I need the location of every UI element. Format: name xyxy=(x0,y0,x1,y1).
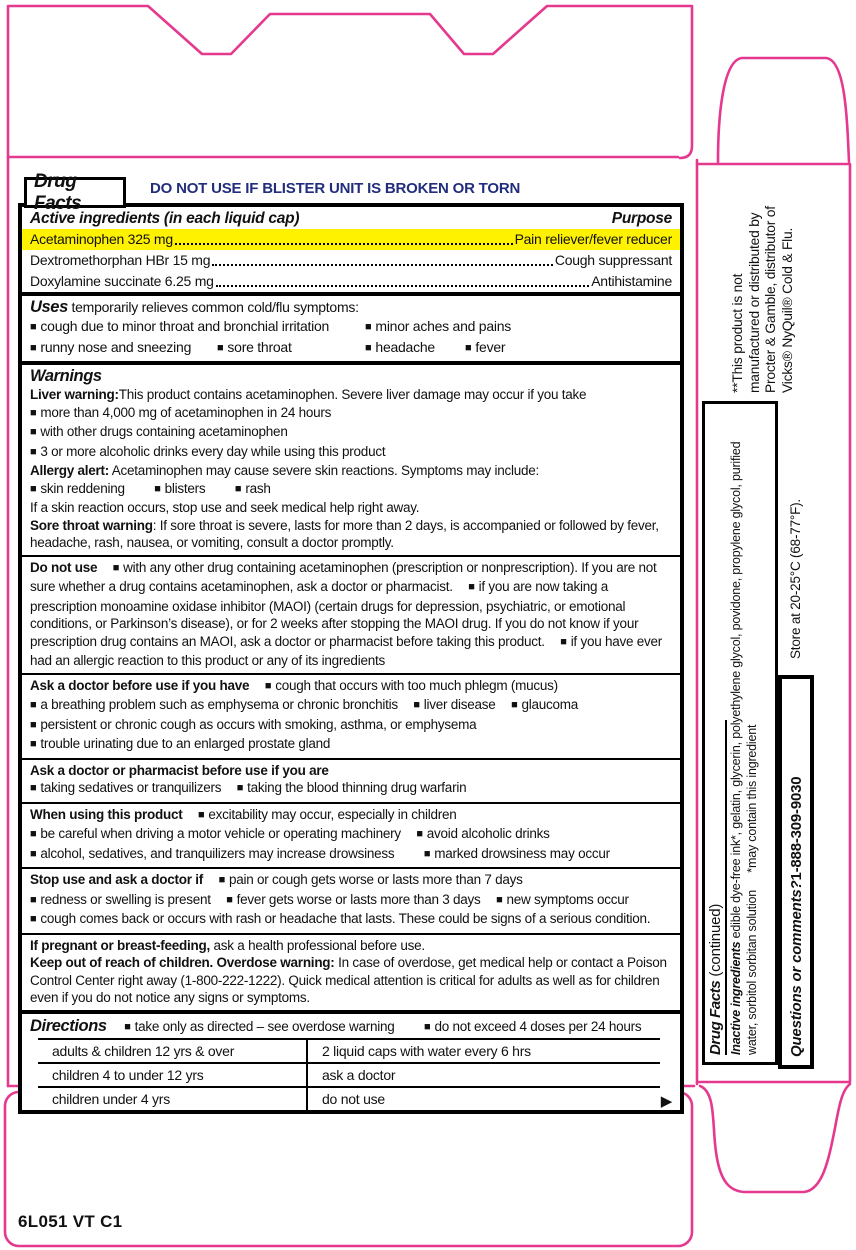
bullet-icon: ■ xyxy=(511,699,518,711)
bullet-icon: ■ xyxy=(30,738,37,750)
use-item: sore throat xyxy=(227,339,292,355)
dose-cell: do not use ▶ xyxy=(306,1088,660,1110)
bullet-icon: ■ xyxy=(496,893,503,906)
warnings-section xyxy=(22,365,680,1014)
ingredient-name: Dextromethorphan HBr 15 mg xyxy=(30,252,211,268)
directions-note: do not exceed 4 doses per 24 hours xyxy=(434,1018,642,1034)
drug-facts-label xyxy=(18,203,684,1114)
directions-note: take only as directed – see overdose warning xyxy=(134,1018,395,1034)
ingredient-purpose: Antihistamine xyxy=(591,273,672,289)
bullet-icon: ■ xyxy=(30,782,37,794)
ingredient-name: Doxylamine succinate 6.25 mg xyxy=(30,273,214,289)
pregnancy-overdose-sub: If pregnant or breast-feeding, ask a health professional before use. Keep out of reach of children. Overdose warning: In case of overdose, get medical help or contact a Poison Control Center right away (1-800-222-1222). Quick medical attention is critical for adults as well as for children even if you do not notice any signs or symptoms. xyxy=(30,937,667,1005)
active-ingredients-heading: Active ingredients (in each liquid cap) xyxy=(30,210,300,227)
drug-facts-title: Drug Facts xyxy=(34,170,82,214)
ingredient-row-doxylamine xyxy=(22,271,680,292)
bullet-icon: ■ xyxy=(30,847,37,860)
dose-cell: ask a doctor xyxy=(322,1066,396,1083)
drug-facts-continued-box xyxy=(702,401,778,1065)
storage-instructions: Store at 20-25°C (68-77°F). xyxy=(788,499,803,659)
uses-section xyxy=(22,296,680,365)
distributor-disclaimer: **This product is not manufactured or distributed by Procter & Gamble, distributor of Vicks® NyQuil® Cold & Flu. xyxy=(730,206,795,393)
questions-phone: 1-888-309-9030 xyxy=(787,776,805,881)
ask-pharmacist-sub: Ask a doctor or pharmacist before use if you are ■ taking sedatives or tranquilizers ■ taking the blood thinning drug warfarin xyxy=(22,760,680,804)
use-item: fever xyxy=(475,339,506,355)
ingredient-purpose: Pain reliever/fever reducer xyxy=(514,231,672,247)
bullet-icon: ■ xyxy=(30,482,37,495)
drug-facts-title-box xyxy=(24,170,126,214)
allergy-alert: Allergy alert: Acetaminophen may cause severe skin reactions. Symptoms may include: ■ skin reddening ■ blisters ■ rash If a skin reaction occurs, stop use and seek medical help right away. xyxy=(30,463,539,515)
directions-section xyxy=(22,1014,680,1110)
dose-cell: 2 liquid caps with water every 6 hrs xyxy=(322,1042,531,1059)
bullet-icon: ■ xyxy=(30,828,37,840)
bullet-icon: ■ xyxy=(30,342,37,354)
inactive-ingredients: Inactive ingredients edible dye-free ink*, gelatin, glycerin, polyethylene glycol, povidone, propylene glycol, purified water, sorbitol sorbitan solution *may contain this ingredient xyxy=(729,441,759,1055)
continued-heading: Drug Facts xyxy=(707,980,724,1055)
bullet-icon: ■ xyxy=(468,581,475,593)
age-group-cell: adults & children 12 yrs & over xyxy=(52,1042,235,1059)
bullet-icon: ■ xyxy=(413,699,420,711)
active-ingredients-section xyxy=(22,207,680,296)
stop-use-sub: Stop use and ask a doctor if ■ pain or cough gets worse or lasts more than 7 days ■ redness or swelling is present ■ fever gets worse or lasts more than 3 days ■ new symptoms occur ■ cough comes back or occurs with rash or headache that lasts. These could be signs of a serious condition. xyxy=(22,869,680,935)
age-group-cell: children 4 to under 12 yrs xyxy=(52,1066,204,1083)
side-panel-rotated-content xyxy=(700,165,852,1083)
bullet-icon: ■ xyxy=(154,482,161,495)
inactive-note: *may contain this ingredient xyxy=(744,724,759,873)
bullet-icon: ■ xyxy=(465,342,472,354)
bullet-icon: ■ xyxy=(30,699,37,711)
liver-warning: Liver warning:This product contains acetaminophen. Severe liver damage may occur if you take ■ more than 4,000 mg of acetaminophen in 24 hours ■ with other drugs containing acetaminophen ■ 3 or more alcoholic drinks every day while using this product xyxy=(30,386,672,462)
age-group-cell: children under 4 yrs xyxy=(52,1090,170,1107)
bullet-icon: ■ xyxy=(30,426,37,438)
purpose-heading: Purpose xyxy=(611,210,672,227)
bullet-icon: ■ xyxy=(217,342,224,354)
use-item: runny nose and sneezing xyxy=(40,339,192,355)
ingredient-row-acetaminophen xyxy=(22,229,680,250)
bullet-icon: ■ xyxy=(560,635,567,648)
bullet-icon: ■ xyxy=(112,561,120,574)
ask-doctor-sub: Ask a doctor before use if you have ■ cough that occurs with too much phlegm (mucus) ■ a breathing problem such as emphysema or chronic bronchitis ■ liver disease ■ glaucoma ■ persistent or chronic cough as occurs with smoking, asthma, or emphysema ■ trouble urinating due to an enlarged prostate gland xyxy=(22,675,680,760)
uses-heading: Uses xyxy=(30,298,68,316)
use-item: headache xyxy=(375,339,435,355)
bullet-icon: ■ xyxy=(234,482,242,495)
bullet-icon: ■ xyxy=(198,808,205,821)
bullet-icon: ■ xyxy=(30,445,37,458)
questions-box xyxy=(778,675,814,1069)
ingredient-row-dextromethorphan xyxy=(22,250,680,271)
use-item: minor aches and pains xyxy=(375,318,512,334)
when-using-sub: When using this product ■ excitability may occur, especially in children ■ be careful when driving a motor vehicle or operating machinery ■ avoid alcoholic drinks ■ alcohol, sedatives, and tranquilizers may increase drowsiness ■ marked drowsiness may occur xyxy=(22,804,680,870)
bullet-icon: ■ xyxy=(30,913,37,925)
uses-intro: temporarily relieves common cold/flu symptoms: xyxy=(71,299,359,315)
directions-heading: Directions xyxy=(30,1016,107,1035)
table-row xyxy=(38,1086,672,1110)
bullet-icon: ■ xyxy=(30,718,37,731)
dotted-leader xyxy=(175,243,513,245)
table-row xyxy=(38,1062,660,1086)
questions-label: Questions or comments? xyxy=(787,880,805,1057)
do-not-use-sub: Do not use ■ with any other drug containing acetaminophen (prescription or nonprescription). If you are not sure whether a drug contains acetaminophen, ask a doctor or pharmacist. ■ if you are now taking a prescription monoamine oxidase inhibitor (MAOI) (certain drugs for depression, psychiatric, or emotional conditions, or Parkinson’s disease), or for 2 weeks after stopping the MAOI drug. If you do not know if your prescription drug contains an MAOI, ask a doctor or pharmacist before taking this product. ■ if you have ever had an allergic reaction to this product or any of its ingredients xyxy=(22,557,680,675)
bullet-icon: ■ xyxy=(30,406,37,419)
sore-throat-warning: Sore throat warning: If sore throat is severe, lasts for more than 2 days, is accompanied or followed by fever, headache, rash, nausea, or vomiting, consult a doctor promptly. xyxy=(30,517,659,550)
bullet-icon: ■ xyxy=(423,847,431,860)
dotted-leader xyxy=(212,264,553,266)
warnings-heading: Warnings xyxy=(30,367,102,385)
warnings-general-sub xyxy=(22,365,680,557)
bullet-icon: ■ xyxy=(226,893,233,906)
bullet-icon: ■ xyxy=(264,679,272,692)
bullet-icon: ■ xyxy=(424,1020,431,1033)
bullet-icon: ■ xyxy=(30,321,37,333)
ingredient-name: Acetaminophen 325 mg xyxy=(30,231,173,247)
bullet-icon: ■ xyxy=(124,1020,131,1033)
bottom-notch-outline xyxy=(700,1084,850,1192)
bullet-icon: ■ xyxy=(30,893,37,906)
continue-arrow-icon: ▶ xyxy=(660,1092,672,1110)
bullet-icon: ■ xyxy=(236,782,244,794)
dotted-leader xyxy=(216,285,590,287)
table-row xyxy=(38,1038,660,1062)
continued-suffix: (continued) xyxy=(707,903,724,981)
side-panel xyxy=(700,165,852,1083)
bullet-icon: ■ xyxy=(218,874,225,886)
bullet-icon: ■ xyxy=(365,321,372,333)
lot-code: 6L051 VT C1 xyxy=(18,1212,123,1231)
dosage-table xyxy=(38,1038,672,1110)
use-item: cough due to minor throat and bronchial irritation xyxy=(40,318,330,334)
blister-warning-text: DO NOT USE IF BLISTER UNIT IS BROKEN OR TORN xyxy=(150,180,521,197)
bullet-icon: ■ xyxy=(416,828,423,840)
bullet-icon: ■ xyxy=(365,342,372,354)
ingredient-purpose: Cough suppressant xyxy=(554,252,672,268)
right-tuck-flap-outline xyxy=(718,58,849,162)
